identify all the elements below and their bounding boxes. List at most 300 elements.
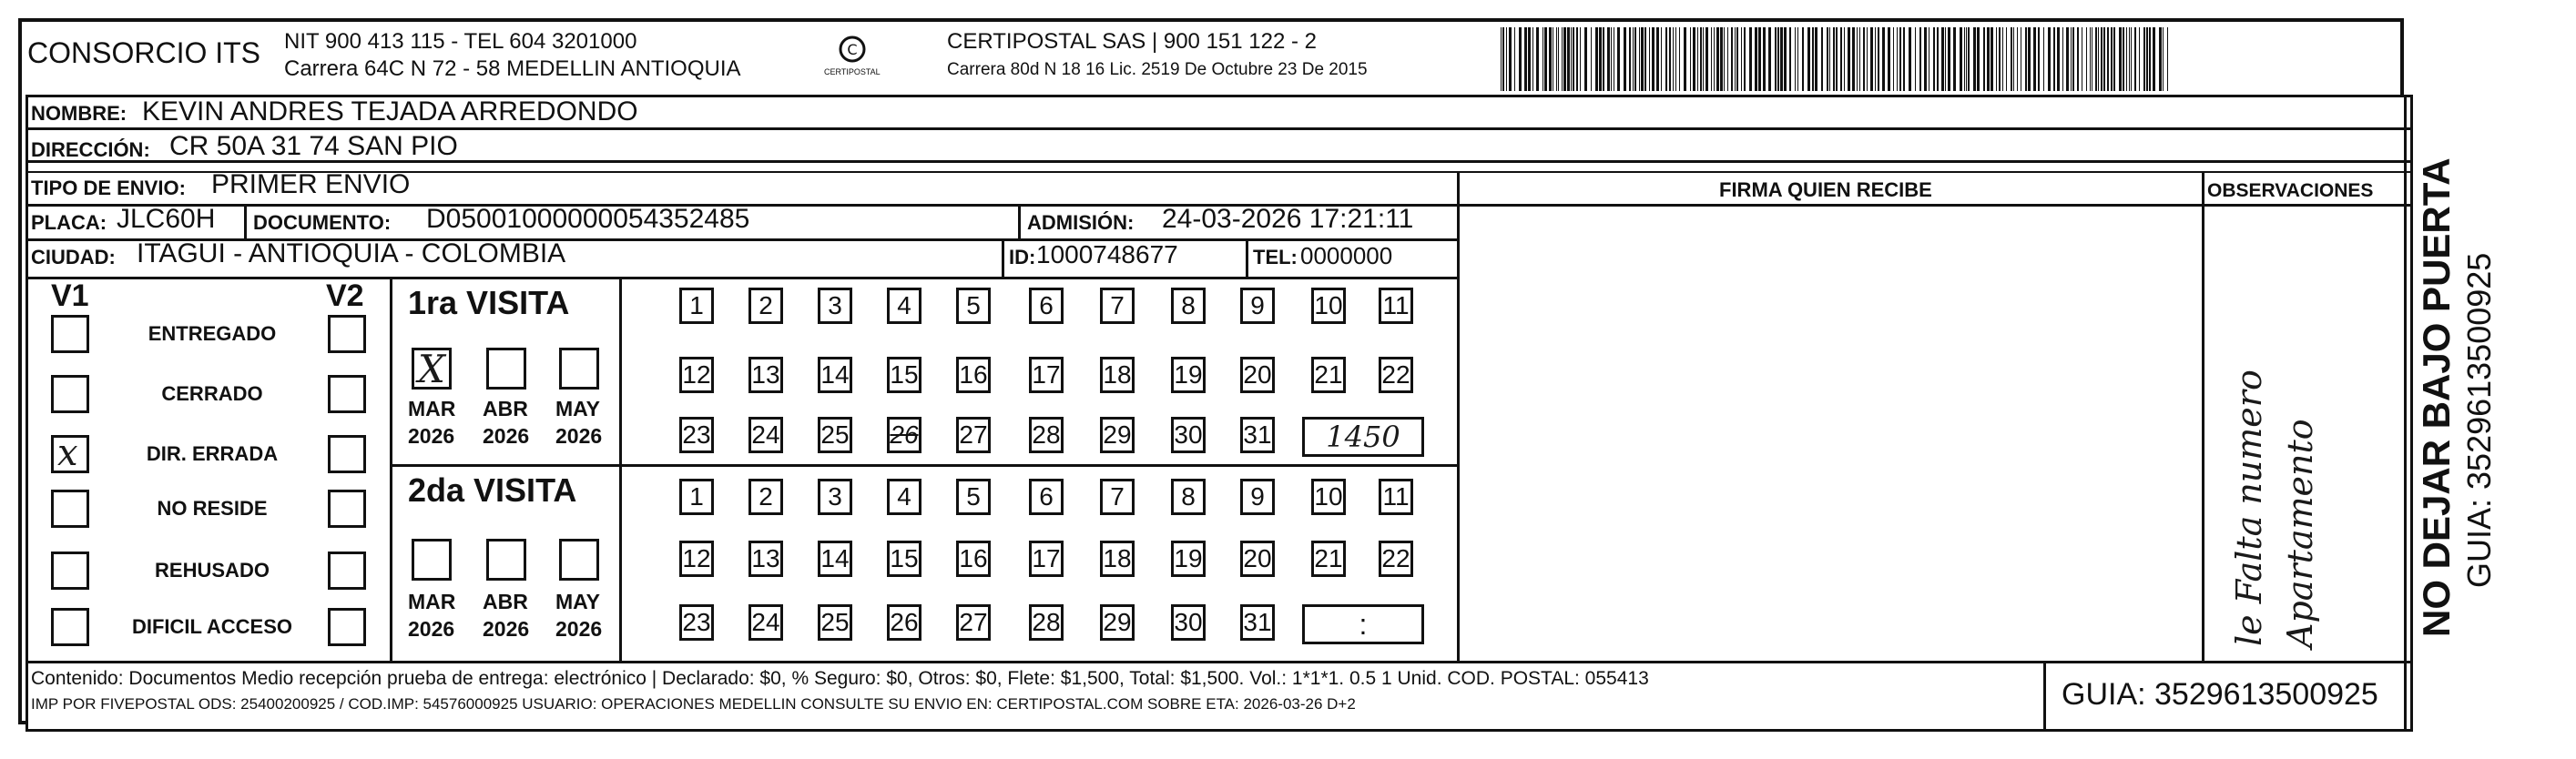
barcode-bar xyxy=(1968,27,1970,91)
tipo-label: TIPO DE ENVIO: xyxy=(31,177,186,199)
year-label: 2026 xyxy=(408,424,455,448)
company-name: CONSORCIO ITS xyxy=(27,36,261,69)
barcode-bar xyxy=(2111,27,2113,91)
day-checkbox[interactable]: 18 xyxy=(1100,541,1135,577)
barcode-bar xyxy=(1829,27,1830,91)
barcode-bar xyxy=(1576,27,1578,91)
barcode-bar xyxy=(2163,27,2164,91)
day-checkbox[interactable]: 27 xyxy=(956,417,991,453)
barcode-bar xyxy=(1973,27,1976,91)
v1-checkbox[interactable] xyxy=(51,432,89,474)
footer-contenido: Contenido: Documentos Medio recepción prueba de entrega: electrónico | Declarado: $0, % Seguro: $0, Otros: $0, Flete: $1,500, Total: $1,500. Vol.: 1*1*1. 0.5 1 Unid. COD. POSTAL: 055413 xyxy=(31,668,1649,689)
barcode-bar xyxy=(1870,27,1873,91)
barcode-bar xyxy=(2062,27,2063,91)
barcode-bar xyxy=(1611,27,1612,91)
day-checkbox[interactable]: 7 xyxy=(1100,288,1135,324)
month-checkbox[interactable] xyxy=(559,348,599,390)
barcode-bar xyxy=(1731,27,1733,91)
barcode-bar xyxy=(1815,27,1817,91)
footer-imp: IMP POR FIVEPOSTAL ODS: 25400200925 / COD.IMP: 54576000925 USUARIO: OPERACIONES MEDELLIN CONSULTE SU ENVIO EN: CERTIPOSTAL.COM SOBRE ETA: 2026-03-26 D+2 xyxy=(31,695,1356,713)
barcode-bar xyxy=(1755,27,1757,91)
observacion-line-2: Apartamento xyxy=(2280,419,2320,648)
day-checkbox[interactable]: 18 xyxy=(1100,357,1135,393)
barcode-bar xyxy=(1945,27,1946,91)
barcode-bar xyxy=(1878,27,1879,91)
barcode-bar xyxy=(1571,27,1572,91)
admision-value: 24-03-2026 17:21:11 xyxy=(1162,204,1414,234)
month-checkbox[interactable] xyxy=(412,539,452,581)
day-checkbox[interactable]: 29 xyxy=(1100,417,1135,453)
day-checkbox[interactable]: 24 xyxy=(748,417,783,453)
day-checkbox[interactable]: 15 xyxy=(887,541,921,577)
day-checkbox[interactable]: 17 xyxy=(1029,357,1064,393)
nombre-label: NOMBRE: xyxy=(31,102,127,125)
barcode-bar xyxy=(1844,27,1845,91)
v2-checkbox[interactable] xyxy=(328,375,366,413)
day-checkbox[interactable]: 27 xyxy=(956,604,991,641)
barcode-bar xyxy=(1665,27,1667,91)
barcode-bar xyxy=(1536,27,1539,91)
barcode-bar xyxy=(1703,27,1704,91)
barcode-bar xyxy=(1802,27,1804,91)
day-checkbox[interactable]: 19 xyxy=(1171,541,1206,577)
ciudad-value: ITAGUI - ANTIOQUIA - COLOMBIA xyxy=(137,238,566,268)
barcode-bar xyxy=(1933,27,1935,91)
barcode-bar xyxy=(2101,27,2103,91)
barcode-bar xyxy=(1714,27,1715,91)
barcode-bar xyxy=(2033,27,2036,91)
barcode-bar xyxy=(1937,27,1939,91)
barcode-bar xyxy=(1784,27,1787,91)
barcode-bar xyxy=(2028,27,2031,91)
status-label: CERRADO xyxy=(161,382,263,405)
barcode-bar xyxy=(1716,27,1719,91)
barcode-bar xyxy=(1649,27,1650,91)
barcode-bar xyxy=(1977,27,1980,91)
day-checkbox[interactable]: 13 xyxy=(748,541,783,577)
barcode-bar xyxy=(1768,27,1771,91)
day-checkbox[interactable]: 15 xyxy=(887,357,921,393)
day-checkbox[interactable]: 11 xyxy=(1379,479,1413,515)
barcode-bar xyxy=(1580,27,1581,91)
barcode-bar xyxy=(1919,27,1921,91)
barcode-bar xyxy=(2143,27,2145,91)
barcode-bar xyxy=(1749,27,1752,91)
status-label: DIFICIL ACCESO xyxy=(131,615,292,638)
time-value: : xyxy=(1359,607,1368,641)
day-checkbox[interactable]: 28 xyxy=(1029,604,1064,641)
barcode-bar xyxy=(2153,27,2155,91)
barcode-bar xyxy=(1690,27,1691,91)
barcode-bar xyxy=(2006,27,2007,91)
day-checkbox[interactable]: 30 xyxy=(1171,604,1206,641)
day-checkbox[interactable]: 3 xyxy=(818,479,852,515)
company-nit: NIT 900 413 115 - TEL 604 3201000 xyxy=(284,29,637,54)
placa-label: PLACA: xyxy=(31,211,107,234)
certipostal-logo-icon xyxy=(830,33,874,69)
observaciones-label: OBSERVACIONES xyxy=(2207,180,2374,201)
barcode-bar xyxy=(1549,27,1552,91)
day-checkbox[interactable]: 2 xyxy=(748,479,783,515)
barcode-bar xyxy=(2113,27,2115,91)
placa-value: JLC60H xyxy=(117,204,216,234)
barcode-bar xyxy=(1514,27,1515,91)
observacion-line-1: le Falta numero xyxy=(2229,369,2269,646)
day-checkbox[interactable]: 30 xyxy=(1171,417,1206,453)
admision-label: ADMISIÓN: xyxy=(1027,211,1135,234)
barcode-bar xyxy=(1736,27,1738,91)
barcode-bar xyxy=(2057,27,2060,91)
v1-label: V1 xyxy=(51,278,89,313)
barcode-bar xyxy=(2098,27,2099,91)
barcode-bar xyxy=(1991,27,1993,91)
barcode-bar xyxy=(2107,27,2109,91)
barcode-bar xyxy=(1509,27,1512,91)
barcode-bar xyxy=(1607,27,1610,91)
barcode-bar xyxy=(1724,27,1725,91)
day-checkbox[interactable]: 10 xyxy=(1311,479,1346,515)
year-label: 2026 xyxy=(555,424,603,448)
year-label: 2026 xyxy=(408,617,455,641)
barcode-bar xyxy=(1960,27,1962,91)
barcode-bar xyxy=(1964,27,1965,91)
barcode-bar xyxy=(1727,27,1728,91)
barcode-bar xyxy=(1987,27,1990,91)
day-checkbox[interactable]: 6 xyxy=(1029,288,1064,324)
day-checkbox[interactable]: 14 xyxy=(818,541,852,577)
direccion-value: CR 50A 31 74 SAN PIO xyxy=(169,131,458,161)
day-checkbox[interactable]: 7 xyxy=(1100,479,1135,515)
second-visit-title: 2da VISITA xyxy=(408,471,577,509)
barcode-bar xyxy=(1629,27,1631,91)
month-label: ABR xyxy=(483,590,528,613)
day-checkbox[interactable]: 11 xyxy=(1379,288,1413,324)
barcode-bar xyxy=(1675,27,1676,91)
barcode-bar xyxy=(1775,27,1777,91)
first-visit-title: 1ra VISITA xyxy=(408,284,570,321)
barcode-bar xyxy=(1567,27,1570,91)
day-checkbox[interactable]: 25 xyxy=(818,604,852,641)
year-label: 2026 xyxy=(483,424,530,448)
barcode-bar xyxy=(1656,27,1659,91)
barcode-bar xyxy=(2103,27,2105,91)
status-label: ENTREGADO xyxy=(148,322,277,345)
direccion-label: DIRECCIÓN: xyxy=(31,138,150,161)
barcode-bar xyxy=(1999,27,2001,91)
day-checkbox[interactable]: 10 xyxy=(1311,288,1346,324)
barcode-bar xyxy=(1634,27,1636,91)
barcode-bar xyxy=(1821,27,1823,91)
barcode-bar xyxy=(2146,27,2148,91)
v2-label: V2 xyxy=(326,278,364,313)
id-label: ID: xyxy=(1009,246,1036,268)
carrier-license: Carrera 80d N 18 16 Lic. 2519 De Octubre 23 De 2015 xyxy=(947,60,1368,79)
barcode-bar xyxy=(1941,27,1944,91)
svg-text:C: C xyxy=(847,41,858,58)
barcode-bar xyxy=(1684,27,1686,91)
barcode-bar xyxy=(1633,27,1634,91)
v2-checkbox[interactable] xyxy=(328,435,366,473)
barcode-bar xyxy=(1501,27,1502,91)
day-checkbox[interactable]: 4 xyxy=(887,288,921,324)
barcode-bar xyxy=(2129,27,2130,91)
barcode-bar xyxy=(1948,27,1950,91)
status-label: NO RESIDE xyxy=(157,497,268,520)
day-checkbox[interactable]: 20 xyxy=(1240,357,1275,393)
barcode-bar xyxy=(2048,27,2051,91)
day-checkbox[interactable]: 12 xyxy=(679,357,714,393)
v1-checkbox[interactable] xyxy=(51,490,89,528)
day-checkbox[interactable]: 21 xyxy=(1311,541,1346,577)
day-checkbox[interactable]: 3 xyxy=(818,288,852,324)
barcode-bar xyxy=(1827,27,1828,91)
day-checkbox[interactable]: 23 xyxy=(679,604,714,641)
barcode-bar xyxy=(2149,27,2151,91)
day-checkbox[interactable]: 19 xyxy=(1171,357,1206,393)
barcode-bar xyxy=(1595,27,1598,91)
day-checkbox[interactable]: 17 xyxy=(1029,541,1064,577)
barcode-bar xyxy=(1875,27,1876,91)
barcode-bar xyxy=(1741,27,1742,91)
barcode-bar xyxy=(1812,27,1814,91)
barcode-bar xyxy=(1563,27,1566,91)
barcode-bar xyxy=(1852,27,1855,91)
barcode-bar xyxy=(1996,27,1997,91)
time-value: 1450 xyxy=(1326,420,1400,454)
barcode-bar xyxy=(1556,27,1557,91)
status-label: DIR. ERRADA xyxy=(146,442,279,465)
barcode-bar xyxy=(1591,27,1592,91)
day-checkbox[interactable]: 16 xyxy=(956,541,991,577)
documento-value: D05001000000054352485 xyxy=(426,204,750,234)
day-checkbox[interactable]: 28 xyxy=(1029,417,1064,453)
barcode-bar xyxy=(2002,27,2003,91)
day-checkbox[interactable]: 31 xyxy=(1240,417,1275,453)
day-checkbox[interactable]: 21 xyxy=(1311,357,1346,393)
barcode-bar xyxy=(1888,27,1890,91)
barcode-bar xyxy=(1924,27,1927,91)
barcode-bar xyxy=(2123,27,2124,91)
day-checkbox[interactable]: 14 xyxy=(818,357,852,393)
barcode-bar xyxy=(1857,27,1858,91)
v1-checkbox[interactable] xyxy=(51,608,89,646)
day-checkbox[interactable]: 13 xyxy=(748,357,783,393)
barcode-bar xyxy=(1641,27,1644,91)
barcode-bar xyxy=(1859,27,1860,91)
firma-label: FIRMA QUIEN RECIBE xyxy=(1719,178,1932,201)
barcode-bar xyxy=(1915,27,1916,91)
barcode xyxy=(1501,27,2184,91)
ciudad-label: CIUDAD: xyxy=(31,246,116,268)
day-checkbox[interactable]: 26 xyxy=(887,417,921,453)
barcode-bar xyxy=(1584,27,1587,91)
barcode-bar xyxy=(1909,27,1911,91)
barcode-bar xyxy=(1777,27,1779,91)
barcode-bar xyxy=(2159,27,2162,91)
barcode-bar xyxy=(1893,27,1894,91)
day-checkbox[interactable]: 1 xyxy=(679,288,714,324)
day-checkbox[interactable]: 4 xyxy=(887,479,921,515)
barcode-bar xyxy=(1700,27,1702,91)
barcode-bar xyxy=(1603,27,1604,91)
day-checkbox[interactable]: 22 xyxy=(1379,357,1413,393)
barcode-bar xyxy=(1882,27,1885,91)
barcode-bar xyxy=(1744,27,1746,91)
day-checkbox[interactable]: 24 xyxy=(748,604,783,641)
no-dejar-warning: NO DEJAR BAJO PUERTA xyxy=(2415,157,2458,637)
barcode-bar xyxy=(1840,27,1842,91)
check-mark-icon: x xyxy=(57,432,78,474)
v2-checkbox[interactable] xyxy=(328,490,366,528)
day-checkbox[interactable]: 8 xyxy=(1171,479,1206,515)
barcode-bar xyxy=(1519,27,1522,91)
barcode-bar xyxy=(1697,27,1698,91)
day-checkbox[interactable]: 16 xyxy=(956,357,991,393)
barcode-bar xyxy=(1502,27,1504,91)
barcode-bar xyxy=(2134,27,2136,91)
day-checkbox[interactable]: 1 xyxy=(679,479,714,515)
barcode-bar xyxy=(2095,27,2097,91)
barcode-bar xyxy=(1679,27,1680,91)
barcode-bar xyxy=(1720,27,1723,91)
barcode-bar xyxy=(1652,27,1655,91)
footer-guia: GUIA: 3529613500925 xyxy=(2062,677,2378,712)
day-checkbox[interactable]: 8 xyxy=(1171,288,1206,324)
v2-checkbox[interactable] xyxy=(328,608,366,646)
barcode-bar xyxy=(1735,27,1736,91)
v1-checkbox[interactable] xyxy=(51,315,89,353)
barcode-bar xyxy=(1558,27,1559,91)
documento-label: DOCUMENTO: xyxy=(253,211,392,234)
barcode-bar xyxy=(1705,27,1708,91)
barcode-bar xyxy=(2119,27,2122,91)
barcode-bar xyxy=(2072,27,2074,91)
barcode-bar xyxy=(2053,27,2055,91)
barcode-bar xyxy=(2131,27,2132,91)
barcode-bar xyxy=(1639,27,1640,91)
id-value: 1000748677 xyxy=(1036,240,1178,268)
barcode-bar xyxy=(1795,27,1796,91)
day-checkbox[interactable]: 5 xyxy=(956,288,991,324)
v2-checkbox[interactable] xyxy=(328,552,366,590)
status-label: REHUSADO xyxy=(155,559,270,582)
barcode-bar xyxy=(1780,27,1783,91)
barcode-bar xyxy=(2167,27,2168,91)
barcode-bar xyxy=(2025,27,2027,91)
tel-label: TEL: xyxy=(1253,246,1298,268)
barcode-bar xyxy=(2071,27,2072,91)
barcode-bar xyxy=(1711,27,1712,91)
barcode-bar xyxy=(2126,27,2127,91)
tel-value: 0000000 xyxy=(1300,242,1393,269)
time-field[interactable] xyxy=(1302,417,1424,457)
month-checkbox[interactable] xyxy=(486,539,526,581)
barcode-bar xyxy=(1848,27,1850,91)
barcode-bar xyxy=(1807,27,1810,91)
year-label: 2026 xyxy=(555,617,603,641)
barcode-bar xyxy=(2038,27,2040,91)
barcode-bar xyxy=(1763,27,1766,91)
day-checkbox[interactable]: 12 xyxy=(679,541,714,577)
month-label: MAY xyxy=(555,590,600,613)
day-checkbox[interactable]: 9 xyxy=(1240,288,1275,324)
barcode-bar xyxy=(1758,27,1761,91)
day-checkbox[interactable]: 26 xyxy=(887,604,921,641)
v1-checkbox[interactable] xyxy=(51,552,89,590)
year-label: 2026 xyxy=(483,617,530,641)
barcode-bar xyxy=(2043,27,2044,91)
barcode-bar xyxy=(1617,27,1620,91)
month-checkbox[interactable] xyxy=(412,348,452,390)
tipo-value: PRIMER ENVIO xyxy=(211,169,411,199)
day-checkbox[interactable]: 22 xyxy=(1379,541,1413,577)
barcode-bar xyxy=(2090,27,2091,91)
barcode-bar xyxy=(1528,27,1531,91)
month-label: MAY xyxy=(555,397,600,420)
month-checkbox[interactable] xyxy=(559,539,599,581)
barcode-bar xyxy=(1899,27,1901,91)
barcode-bar xyxy=(2139,27,2140,91)
company-address: Carrera 64C N 72 - 58 MEDELLIN ANTIOQUIA xyxy=(284,56,741,81)
day-checkbox[interactable]: 31 xyxy=(1240,604,1275,641)
barcode-bar xyxy=(1966,27,1967,91)
barcode-bar xyxy=(1644,27,1646,91)
barcode-bar xyxy=(1836,27,1838,91)
barcode-bar xyxy=(2077,27,2079,91)
carrier-name: CERTIPOSTAL SAS | 900 151 122 - 2 xyxy=(947,29,1317,54)
barcode-bar xyxy=(2013,27,2014,91)
barcode-bar xyxy=(1953,27,1956,91)
barcode-bar xyxy=(1897,27,1898,91)
day-checkbox[interactable]: 25 xyxy=(818,417,852,453)
barcode-bar xyxy=(1833,27,1835,91)
day-checkbox[interactable]: 9 xyxy=(1240,479,1275,515)
side-guia: GUIA: 3529613500925 xyxy=(2460,252,2498,588)
barcode-bar xyxy=(1797,27,1798,91)
barcode-bar xyxy=(1599,27,1602,91)
barcode-bar xyxy=(1624,27,1626,91)
barcode-bar xyxy=(1673,27,1674,91)
check-mark-icon: X xyxy=(418,347,445,391)
day-checkbox[interactable]: 20 xyxy=(1240,541,1275,577)
barcode-bar xyxy=(2066,27,2069,91)
nombre-value: KEVIN ANDRES TEJADA ARREDONDO xyxy=(142,96,638,126)
barcode-bar xyxy=(2011,27,2012,91)
barcode-bar xyxy=(1573,27,1574,91)
barcode-bar xyxy=(1693,27,1695,91)
barcode-bar xyxy=(1867,27,1868,91)
month-label: MAR xyxy=(408,590,456,613)
barcode-bar xyxy=(2086,27,2087,91)
month-label: MAR xyxy=(408,397,456,420)
v2-checkbox[interactable] xyxy=(328,315,366,353)
day-checkbox[interactable]: 2 xyxy=(748,288,783,324)
month-checkbox[interactable] xyxy=(486,348,526,390)
time-field[interactable] xyxy=(1302,604,1424,644)
day-checkbox[interactable]: 6 xyxy=(1029,479,1064,515)
barcode-bar xyxy=(1789,27,1791,91)
barcode-bar xyxy=(2017,27,2018,91)
month-label: ABR xyxy=(483,397,528,420)
day-checkbox[interactable]: 23 xyxy=(679,417,714,453)
barcode-bar xyxy=(1544,27,1547,91)
v1-checkbox[interactable] xyxy=(51,375,89,413)
barcode-bar xyxy=(1562,27,1563,91)
day-checkbox[interactable]: 29 xyxy=(1100,604,1135,641)
logo-text: CERTIPOSTAL xyxy=(824,67,881,76)
day-checkbox[interactable]: 5 xyxy=(956,479,991,515)
barcode-bar xyxy=(1669,27,1671,91)
